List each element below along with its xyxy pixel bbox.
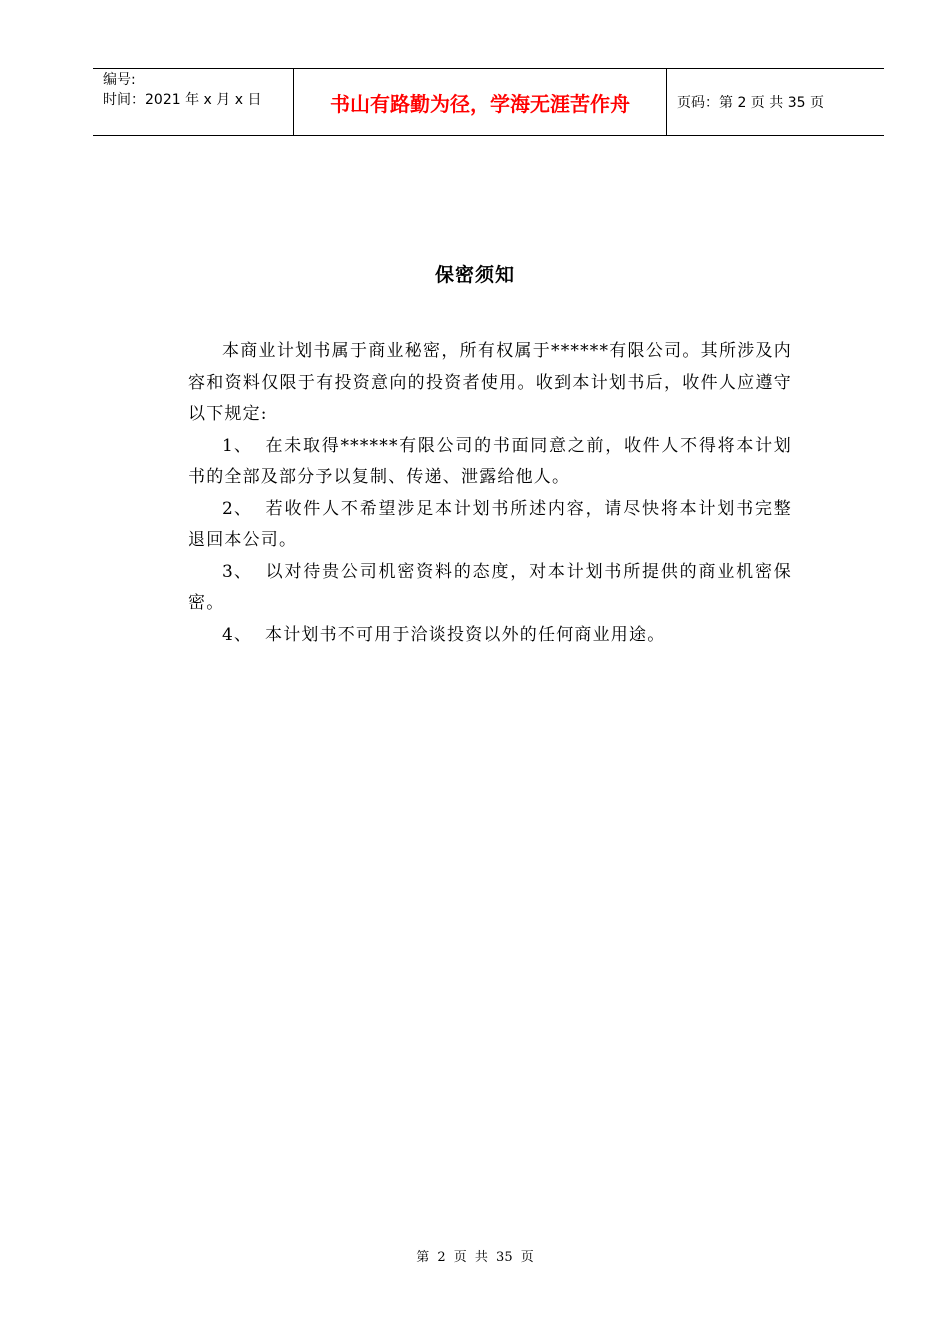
rule-item-1 xyxy=(188,431,792,494)
rule-text: 若收件人不希望涉足本计划书所述内容，请尽快将本计划书完整退回本公司。 xyxy=(188,498,792,550)
rule-text: 以对待贵公司机密资料的态度，对本计划书所提供的商业机密保密。 xyxy=(188,561,792,613)
rule-item-2 xyxy=(188,494,792,557)
page-footer: 第 2 页 共 35 页 xyxy=(416,1250,534,1265)
header-number-label: 编号: xyxy=(103,72,136,88)
rule-number: 3、 xyxy=(222,561,253,582)
document-body xyxy=(188,336,792,651)
header-page-info: 页码：第 2 页 共 35 页 xyxy=(677,95,824,111)
intro-paragraph: 本商业计划书属于商业秘密，所有权属于******有限公司。其所涉及内容和资料仅限于有投资意向的投资者使用。收到本计划书后，收件人应遵守以下规定: xyxy=(188,341,792,424)
header-time: 时间：2021 年 x 月 x 日 xyxy=(103,92,262,108)
rule-item-4 xyxy=(188,620,792,652)
header-meta xyxy=(93,69,294,135)
rule-text: 在未取得******有限公司的书面同意之前，收件人不得将本计划书的全部及部分予以复制、传递、泄露给他人。 xyxy=(188,435,792,487)
rule-number: 1、 xyxy=(222,435,253,456)
page-header xyxy=(93,68,884,136)
rule-item-3 xyxy=(188,557,792,620)
rule-number: 2、 xyxy=(222,498,253,519)
rule-text: 本计划书不可用于洽谈投资以外的任何商业用途。 xyxy=(265,624,666,645)
header-motto: 书山有路勤为径，学海无涯苦作舟 xyxy=(294,69,667,135)
document-title: 保密须知 xyxy=(434,264,515,286)
rule-number: 4、 xyxy=(222,624,253,645)
